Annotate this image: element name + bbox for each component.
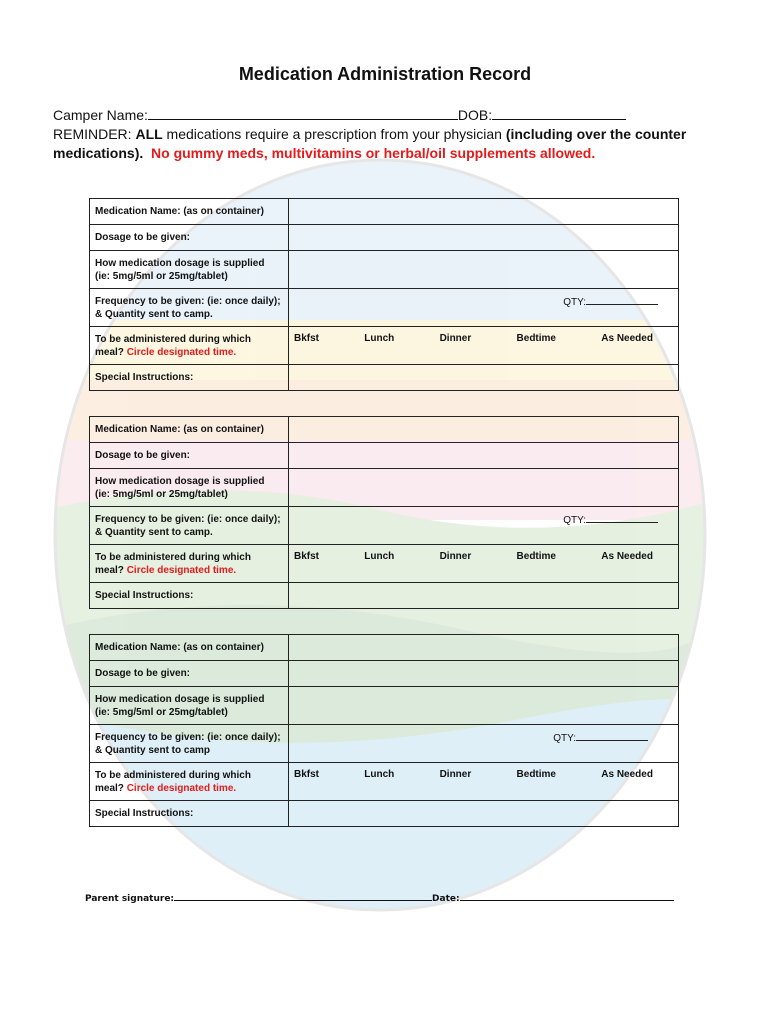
circle-designated-time: Circle designated time. bbox=[126, 783, 237, 794]
meal-lunch[interactable]: Lunch bbox=[364, 551, 395, 562]
dosage-label: Dosage to be given: bbox=[90, 661, 289, 687]
meal-as-needed[interactable]: As Needed bbox=[601, 333, 653, 344]
meal-bedtime[interactable]: Bedtime bbox=[516, 769, 556, 780]
special-instructions-field[interactable] bbox=[289, 801, 679, 827]
meal-options bbox=[289, 545, 679, 583]
special-instructions-label: Special Instructions: bbox=[90, 583, 289, 609]
administer-label-line2: meal? bbox=[95, 347, 127, 358]
medication-table bbox=[89, 634, 679, 827]
meal-lunch[interactable]: Lunch bbox=[364, 333, 395, 344]
camper-name-label: Camper Name: bbox=[53, 107, 148, 123]
supplied-label-line2: (ie: 5mg/5ml or 25mg/tablet) bbox=[95, 271, 228, 282]
supplied-label bbox=[90, 251, 289, 289]
special-instructions-label: Special Instructions: bbox=[90, 801, 289, 827]
qty-label: QTY: bbox=[553, 733, 576, 744]
administer-label bbox=[90, 763, 289, 801]
meal-dinner[interactable]: Dinner bbox=[439, 333, 472, 344]
administer-label-line2: meal? bbox=[95, 783, 127, 794]
supplied-field[interactable] bbox=[289, 251, 679, 289]
reminder-prefix: REMINDER: bbox=[53, 126, 136, 142]
meal-options bbox=[289, 763, 679, 801]
date-field[interactable] bbox=[460, 890, 674, 901]
parent-signature-label: Parent signature: bbox=[85, 894, 175, 904]
meal-bedtime[interactable]: Bedtime bbox=[516, 333, 556, 344]
dosage-label: Dosage to be given: bbox=[90, 443, 289, 469]
frequency-label bbox=[90, 725, 289, 763]
supplied-label-line1: How medication dosage is supplied bbox=[95, 476, 265, 487]
special-instructions-field[interactable] bbox=[289, 365, 679, 391]
supplied-field[interactable] bbox=[289, 687, 679, 725]
reminder-mid: medications require a prescription from your physician bbox=[162, 126, 506, 142]
frequency-field[interactable] bbox=[289, 725, 679, 763]
reminder-text bbox=[53, 125, 743, 163]
medication-name-label: Medication Name: (as on container) bbox=[90, 199, 289, 225]
supplied-label-line2: (ie: 5mg/5ml or 25mg/tablet) bbox=[95, 489, 228, 500]
medication-table bbox=[89, 416, 679, 609]
medication-name-field[interactable] bbox=[289, 635, 679, 661]
parent-signature-field[interactable] bbox=[174, 890, 432, 901]
frequency-label-line1: Frequency to be given: (ie: once daily); bbox=[95, 732, 281, 743]
frequency-label bbox=[90, 289, 289, 327]
administer-label-line1: To be administered during which bbox=[95, 770, 251, 781]
administer-label-line2: meal? bbox=[95, 565, 127, 576]
qty-label: QTY: bbox=[563, 297, 586, 308]
date-label: Date: bbox=[432, 894, 460, 904]
meal-dinner[interactable]: Dinner bbox=[439, 551, 472, 562]
dob-label: DOB: bbox=[457, 107, 493, 123]
camper-name-field[interactable] bbox=[148, 106, 458, 120]
qty-label: QTY: bbox=[563, 515, 586, 526]
frequency-field[interactable] bbox=[289, 289, 679, 327]
medication-name-field[interactable] bbox=[289, 199, 679, 225]
frequency-label-line1: Frequency to be given: (ie: once daily); bbox=[95, 296, 281, 307]
supplied-label-line1: How medication dosage is supplied bbox=[95, 694, 265, 705]
meal-bedtime[interactable]: Bedtime bbox=[516, 551, 556, 562]
qty-field[interactable] bbox=[563, 513, 658, 526]
supplied-label-line2: (ie: 5mg/5ml or 25mg/tablet) bbox=[95, 707, 228, 718]
medication-name-field[interactable] bbox=[289, 417, 679, 443]
supplied-label-line1: How medication dosage is supplied bbox=[95, 258, 265, 269]
dosage-field[interactable] bbox=[289, 225, 679, 251]
circle-designated-time: Circle designated time. bbox=[126, 565, 237, 576]
dosage-field[interactable] bbox=[289, 661, 679, 687]
administer-label bbox=[90, 545, 289, 583]
dosage-label: Dosage to be given: bbox=[90, 225, 289, 251]
meal-bkfst[interactable]: Bkfst bbox=[294, 333, 320, 344]
frequency-field[interactable] bbox=[289, 507, 679, 545]
meal-dinner[interactable]: Dinner bbox=[439, 769, 472, 780]
page-title: Medication Administration Record bbox=[238, 64, 532, 84]
reminder-all: ALL bbox=[135, 126, 163, 142]
medication-table bbox=[89, 198, 679, 391]
meal-lunch[interactable]: Lunch bbox=[364, 769, 395, 780]
dosage-field[interactable] bbox=[289, 443, 679, 469]
meal-options bbox=[289, 327, 679, 365]
medication-name-label: Medication Name: (as on container) bbox=[90, 635, 289, 661]
dob-field[interactable] bbox=[492, 106, 626, 120]
meal-as-needed[interactable]: As Needed bbox=[601, 551, 653, 562]
reminder-paren: (including over the counter medications). bbox=[53, 126, 687, 161]
reminder-warning: No gummy meds, multivitamins or herbal/oil supplements allowed. bbox=[151, 145, 596, 161]
frequency-label bbox=[90, 507, 289, 545]
supplied-label bbox=[90, 687, 289, 725]
administer-label-line1: To be administered during which bbox=[95, 334, 251, 345]
camper-info-line bbox=[53, 106, 626, 125]
administer-label bbox=[90, 327, 289, 365]
supplied-field[interactable] bbox=[289, 469, 679, 507]
supplied-label bbox=[90, 469, 289, 507]
signature-line bbox=[85, 890, 674, 904]
medication-name-label: Medication Name: (as on container) bbox=[90, 417, 289, 443]
frequency-label-line2: & Quantity sent to camp bbox=[95, 745, 211, 756]
frequency-label-line1: Frequency to be given: (ie: once daily); bbox=[95, 514, 281, 525]
circle-designated-time: Circle designated time. bbox=[126, 347, 237, 358]
administer-label-line1: To be administered during which bbox=[95, 552, 251, 563]
special-instructions-label: Special Instructions: bbox=[90, 365, 289, 391]
special-instructions-field[interactable] bbox=[289, 583, 679, 609]
meal-bkfst[interactable]: Bkfst bbox=[294, 769, 320, 780]
frequency-label-line2: & Quantity sent to camp. bbox=[95, 309, 213, 320]
meal-bkfst[interactable]: Bkfst bbox=[294, 551, 320, 562]
frequency-label-line2: & Quantity sent to camp. bbox=[95, 527, 213, 538]
qty-field[interactable] bbox=[563, 295, 658, 308]
meal-as-needed[interactable]: As Needed bbox=[601, 769, 653, 780]
qty-field[interactable] bbox=[553, 731, 648, 744]
